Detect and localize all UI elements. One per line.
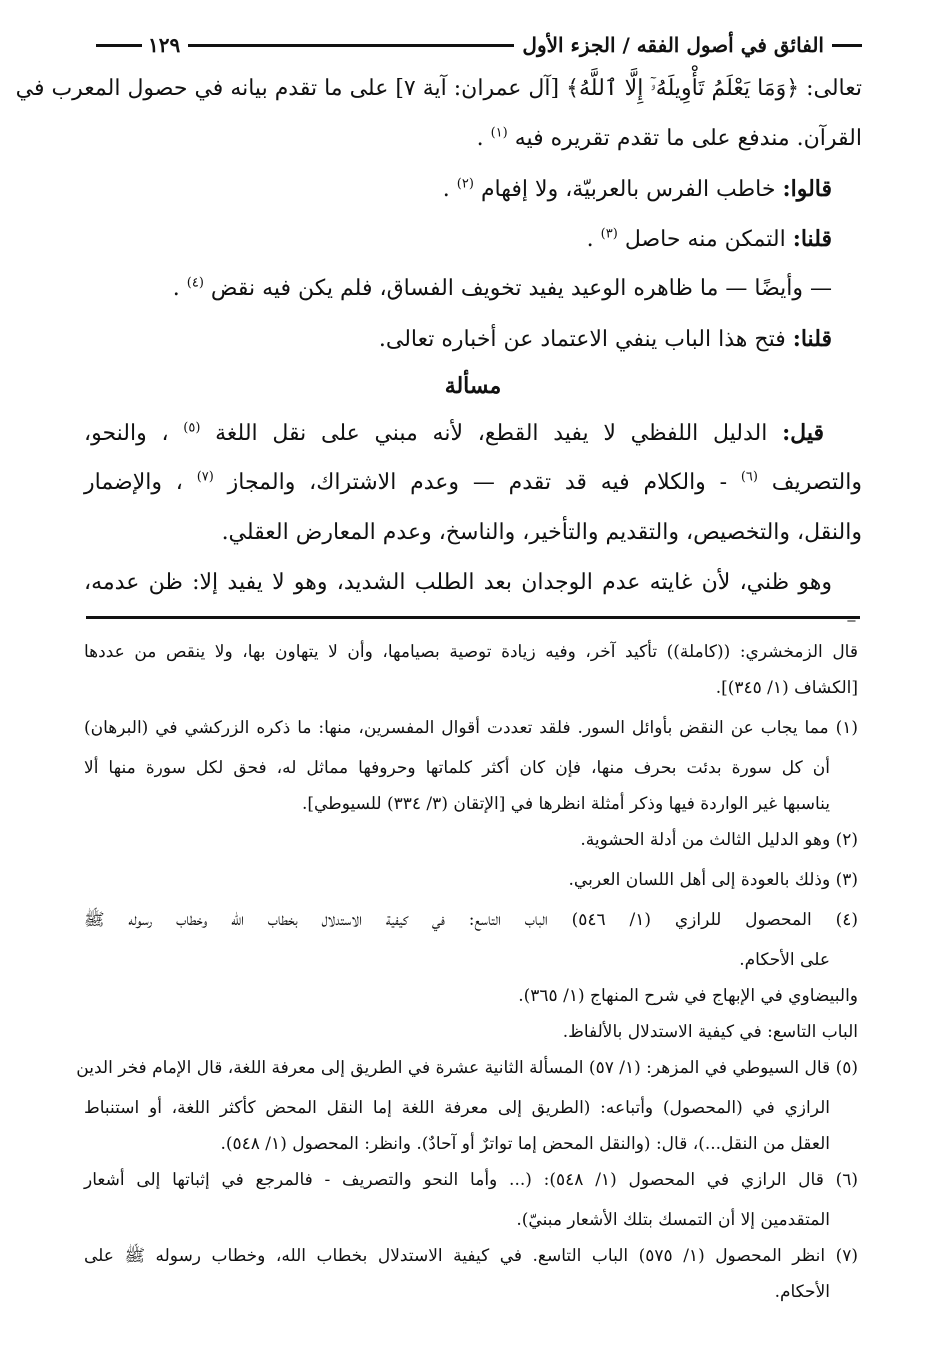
footnotes <box>76 634 858 1310</box>
book-title: الفائق في أصول الفقه / الجزء الأول <box>522 33 824 57</box>
qil-label: قيل: <box>782 420 824 446</box>
footnote-line: العقل من النقل...)، قال: (والنقل المحض إما تواترٌ أو آحادٌ). وانظر: المحصول (١/ ٥٤٨). <box>220 1134 830 1154</box>
text-line: — وأيضًا — ما ظاهره الوعيد يفيد تخويف الفساق، فلم يكن فيه نقض $^{(٤)}$ . <box>172 275 832 301</box>
footnote-line: (٢) وهو الدليل الثالث من أدلة الحشوية. <box>580 830 858 850</box>
main-text <box>15 64 862 608</box>
qulna-label: قلنا: <box>792 326 832 352</box>
footnote-ref: (٣) <box>600 226 618 242</box>
footnote-ref: (٧) <box>196 469 214 485</box>
footnote-line: (٦) قال الرازي في المحصول (١/ ٥٤٨): (... وأما النحو والتصريف - فالمرجع في إثباتها إلى أشعار <box>84 1170 858 1190</box>
footnote-line: يناسبها غير الواردة فيها وذكر أمثلة انظرها في [الإتقان (٣/ ٣٣٤) للسيوطي]. <box>301 794 830 814</box>
footnote-ref: (٥) <box>183 420 201 436</box>
footnote-line: قال الزمخشري: ((كاملة)) تأكيد آخر، وفيه زيادة توصية بصيامها، وأن لا يتهاون بها، ولا ينقص من عددها <box>84 642 858 662</box>
footnote-line: الرازي في (المحصول) وأتباعه: (الطريق إلى معرفة اللغة إما النقل المحض كأكثر اللغة، أو استنباط <box>84 1098 830 1118</box>
text-line: قيل: الدليل اللفظي لا يفيد القطع، لأنه مبني على نقل اللغة $^{(٥)}$ ، والنحو، <box>84 420 824 446</box>
page-header <box>96 28 862 62</box>
footnote-line: (١) مما يجاب عن النقض بأوائل السور. فلقد تعددت أقوال المفسرين، منها: ما ذكره الزركشي في (البرهان) <box>84 718 858 738</box>
footnote-ref: (٦) <box>740 469 758 485</box>
header-rule <box>188 44 514 47</box>
page-number: ١٢٩ <box>148 33 181 57</box>
qalu-label: قالوا: <box>782 176 832 202</box>
footnote-line: (٥) قال السيوطي في المزهر: (١/ ٥٧) المسألة الثانية عشرة في الطريق إلى معرفة اللغة، قال الإمام فخر الدين <box>76 1058 858 1078</box>
footnote-line: (٧) انظر المحصول (١/ ٥٧٥) الباب التاسع. في كيفية الاستدلال بخطاب الله، وخطاب رسوله ﷺ على <box>84 1246 858 1266</box>
text-line: والنقل، والتخصيص، والتقديم والتأخير، والناسخ، وعدم المعارض العقلي. <box>221 520 862 545</box>
footnote-ref: (١) <box>490 125 508 141</box>
footnote-line: المتقدمين إلا أن التمسك بتلك الأشعار مبنيّ). <box>516 1210 830 1230</box>
header-rule-end <box>96 44 142 47</box>
text-line: تعالى: ﴿وَمَا يَعْلَمُ تَأْوِيلَهُۥٓ إِلَّا ٱللَّهُ﴾ [آل عمران: آية ٧] على ما تقدم بيانه في حصول المعرب في <box>15 76 862 101</box>
text-line: قلنا: التمكن منه حاصل $^{(٣)}$ . <box>586 226 832 252</box>
footnote-line: الباب التاسع: في كيفية الاستدلال بالألفاظ. <box>562 1022 858 1042</box>
text-line: والتصريف $^{(٦)}$ - والكلام فيه قد تقدم — وعدم الاشتراك، والمجاز $^{(٧)}$ ، والإضمار <box>84 469 862 495</box>
footnote-line: (٣) وذلك بالعودة إلى أهل اللسان العربي. <box>568 870 858 890</box>
text-line: قالوا: خاطب الفرس بالعربيّة، ولا إفهام $^{(٢)}$ . <box>442 176 832 202</box>
footnote-line: [الكشاف (١/ ٣٤٥)]. <box>715 678 858 698</box>
continuation-mark: = <box>846 613 857 628</box>
footnote-line: (٤) المحصول للرازي (١/ ٥٤٦) الباب التاسع: في كيفية الاستدلال بخطاب الله وخطاب رسوله ﷺ <box>84 910 858 930</box>
text-line: قلنا: فتح هذا الباب ينفي الاعتماد عن أخباره تعالى. <box>378 326 832 352</box>
section-heading: مسألة <box>444 373 502 399</box>
footnote-line: أن كل سورة بدئت بحرف منها، فإن كان أكثر كلماتها وحروفها مماثل له، فحق لكل سورة منها ألا <box>84 758 830 778</box>
footnote-line: الأحكام. <box>774 1282 830 1302</box>
qulna-label: قلنا: <box>792 226 832 252</box>
footnote-ref: (٢) <box>456 176 474 192</box>
header-rule-start <box>832 44 862 47</box>
footnote-line: والبيضاوي في الإبهاج في شرح المنهاج (١/ ٣٦٥). <box>518 986 858 1006</box>
text-line: وهو ظني، لأن غايته عدم الوجدان بعد الطلب الشديد، وهو لا يفيد إلا: ظن عدمه، <box>84 570 832 595</box>
footnote-ref: (٤) <box>186 275 204 291</box>
footnote-line: على الأحكام. <box>739 950 830 970</box>
text-line: القرآن. مندفع على ما تقدم تقريره فيه $^{(١)}$ . <box>476 125 862 151</box>
footnote-separator <box>86 616 860 619</box>
